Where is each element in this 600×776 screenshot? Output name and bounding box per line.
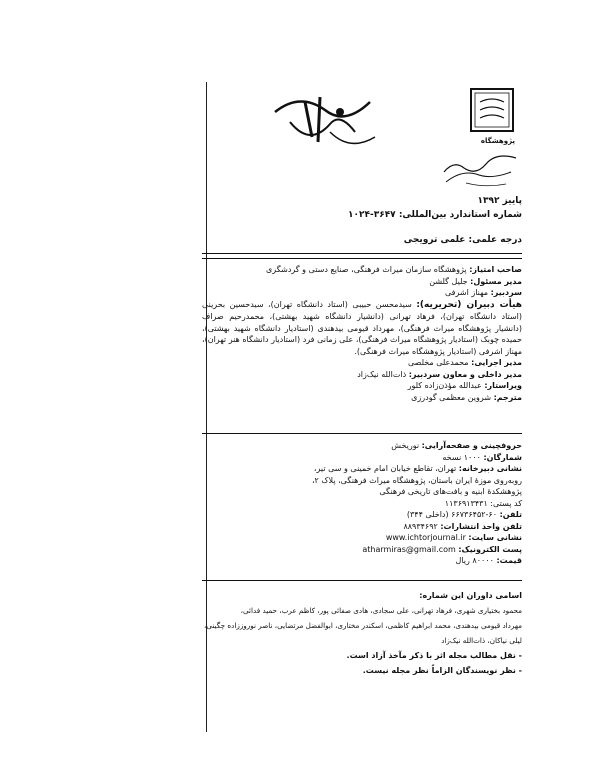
calligraphy-logo-icon	[270, 82, 380, 154]
director-label: مدیر مسئول:	[470, 276, 522, 286]
site-link[interactable]: www.ichtorjournal.ir	[385, 533, 466, 542]
price: ۸۰۰۰۰ ریال	[455, 556, 494, 565]
note-line: - نقل مطالب مجله اثر با ذکر مآخذ آزاد است.	[346, 651, 522, 660]
issn: شماره استاندارد بین‌المللی: ۳۶۴۷-۱۰۲۴	[347, 210, 522, 220]
editor: عبدالله مؤذن‌زاده کلور	[407, 381, 482, 390]
address-label: نشانی دبیرخانه:	[458, 464, 522, 473]
rank: درجه علمی: علمی ترویجی	[403, 235, 522, 245]
exec: محمدعلی مخلصی	[407, 358, 469, 367]
editor-label: ویراستار:	[484, 381, 522, 390]
phone-label: تلفن:	[499, 510, 522, 519]
translator: شروین معظمی گودرزی	[411, 392, 492, 402]
staff-section	[202, 264, 522, 403]
owner: پژوهشگاه سازمان میراث فرهنگی، صنایع دستی و گردشگری	[266, 265, 467, 274]
reviewers-title: اسامی داوران این شماره:	[419, 591, 522, 600]
pub-phone: ۸۸۹۳۴۶۹۲	[403, 521, 438, 531]
director: جلیل گلشن	[429, 276, 468, 286]
email-label: پست الکترونیک:	[458, 544, 522, 554]
site-label: نشانی سایت:	[468, 533, 522, 542]
divider	[202, 580, 522, 581]
reviewers-line: محمود بختیاری شهری، فرهاد تهرانی، علی سجادی، هادی صفائی پور، کاظم عرب، حمید فدائی،	[240, 606, 522, 615]
email-link[interactable]: atharmiras@gmail.com	[362, 544, 456, 554]
info-section	[202, 440, 522, 567]
reviewers-line: لیلی نیاکان، ذات‌الله نیک‌زاد	[441, 636, 522, 645]
typeset: نوریخش	[391, 441, 420, 450]
logo-label: پژوهشگاه	[480, 137, 516, 145]
note-line: - نظر نویسندگان الزاماً نظر مجله نیست.	[362, 666, 522, 675]
signature-icon	[436, 150, 521, 190]
institute-logo-icon	[470, 88, 514, 132]
divider	[202, 433, 522, 434]
season: پاییز ۱۳۹۲	[477, 196, 522, 206]
copies: ۱۰۰۰ نسخه	[442, 452, 481, 462]
address-line: پژوهشکدهٔ ابنیه و بافت‌های تاریخی فرهنگی	[379, 487, 522, 496]
exec-label: مدیر اجرایی:	[471, 358, 522, 367]
divider	[202, 253, 522, 259]
reviewers-section	[142, 588, 522, 678]
board-label: هیأت دبیران (تحریریه):	[416, 299, 523, 310]
owner-label: صاحب امتیاز:	[469, 265, 522, 274]
pub-phone-label: تلفن واحد انتشارات:	[440, 521, 522, 531]
chief-label: سردبیر:	[490, 288, 522, 297]
phone: ۶۰-۶۶۷۳۶۴۵۲ (داخلی ۳۴۴)	[406, 510, 498, 519]
internal: ذات‌الله نیک‌زاد	[357, 369, 407, 379]
board: سیدمحسن حبیبی (استاد دانشگاه تهران)، سیدحسین بحرینی (استاد دانشگاه تهران)، فرهاد تهرانی (دانشیار دانشگاه شهید بهشتی)، محمدرحیم صراف (دانشیار پژوهشگاه میراث فرهنگی)، مهرداد قیومی بیدهندی (استادیار دانشگاه شهید بهشتی)، حمیده چوبک (استادیار پژوهشگاه میراث فرهنگی)، علی زمانی فرد (استادیار دانشگاه هنر تهران)، مهناز اشرفی (استادیار پژوهشگاه میراث فرهنگی).	[202, 299, 522, 356]
typeset-label: حروفچینی و صفحه‌آرایی:	[421, 441, 522, 450]
copies-label: شمارگان:	[483, 452, 522, 462]
reviewers-line: مهرداد قیومی بیدهندی، محمد ابراهیم کاظمی، اسکندر مختاری، ابوالفضل مرتضایی، ناصر نوروززاده چگینی،	[204, 621, 522, 630]
chief: مهناز اشرفی	[444, 288, 489, 297]
postal-code: کد پستی: ۱۱۳۶۹۱۳۴۳۱	[444, 498, 522, 508]
translator-label: مترجم:	[493, 392, 522, 402]
internal-label: مدیر داخلی و معاون سردبیر:	[408, 369, 522, 379]
price-label: قیمت:	[496, 556, 522, 565]
address-line: روبه‌روی موزهٔ ایران باستان، پژوهشگاه میراث فرهنگی، پلاک ۲،	[311, 475, 522, 485]
address-line: تهران، تقاطع خیابان امام خمینی و سی تیر،	[313, 464, 457, 473]
